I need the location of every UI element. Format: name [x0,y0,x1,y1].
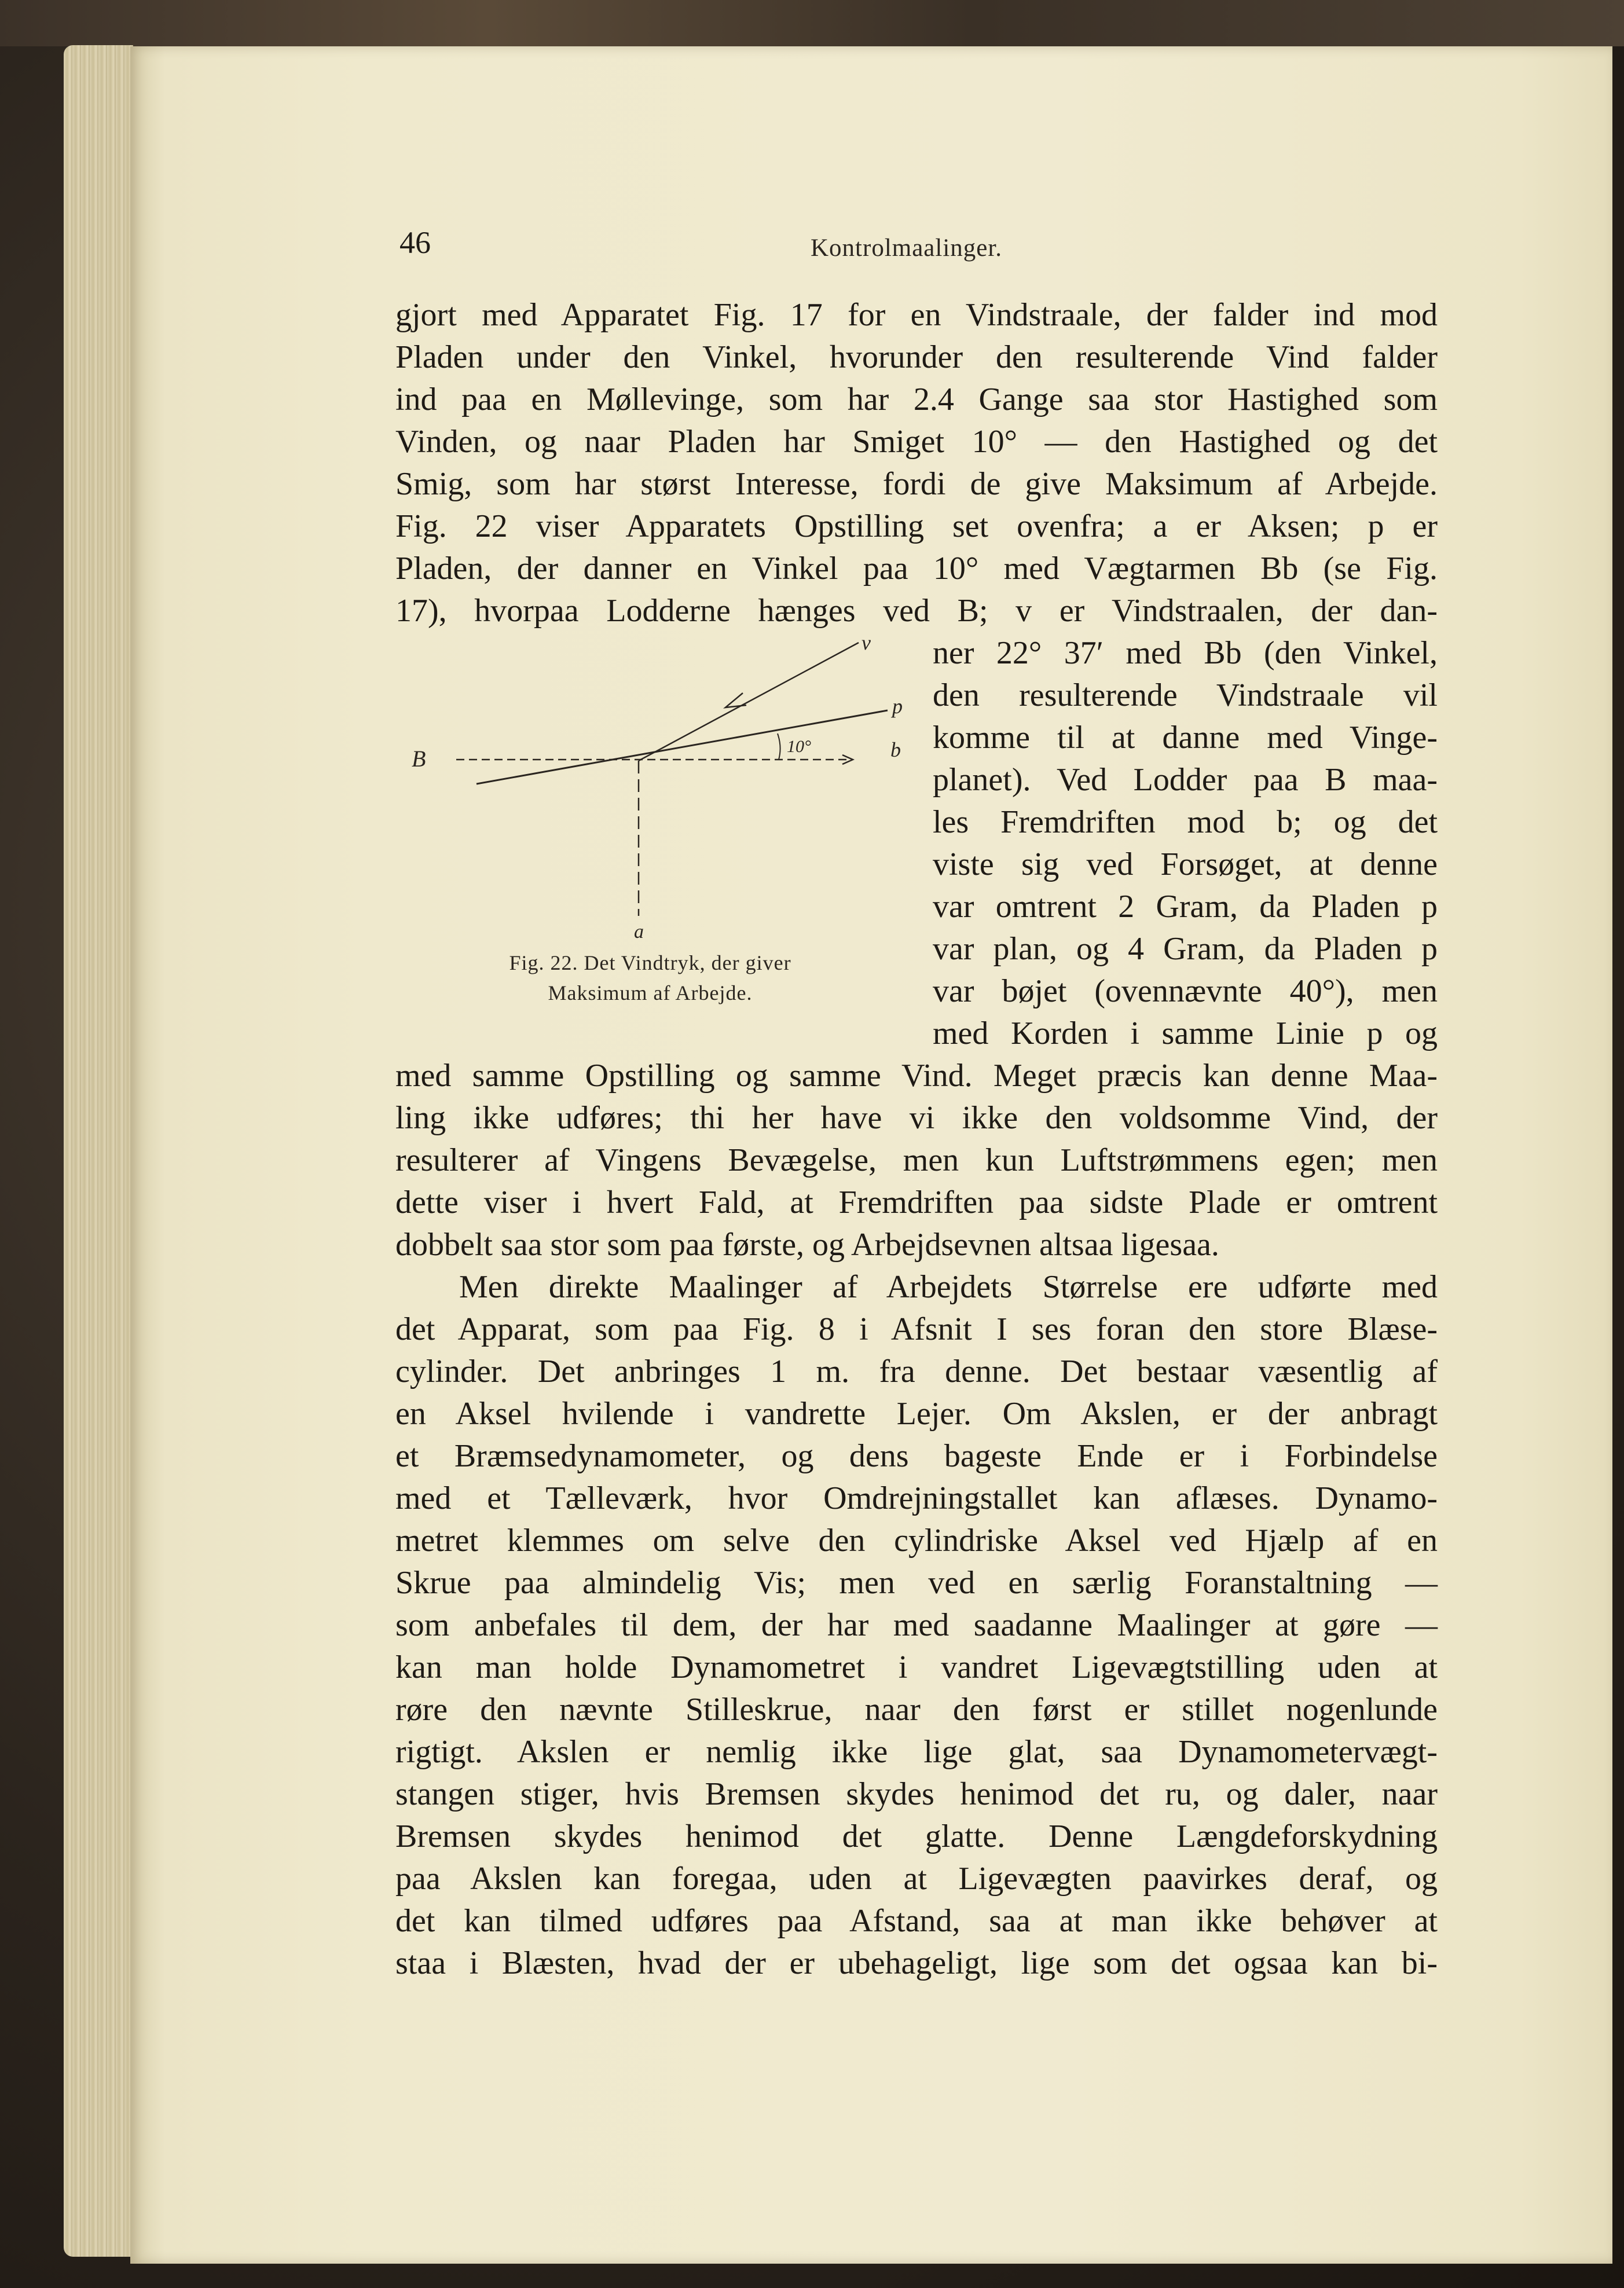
text-line: paa Akslen kan foregaa, uden at Ligevægten paavirkes deraf, og [395,1861,1438,1897]
text-line: komme til at danne med Vinge- [933,720,1438,756]
text-line: planet). Ved Lodder paa B maa- [933,762,1438,798]
paragraph-bottom-2 [395,1266,1438,1985]
label-b: b [890,738,901,761]
text-line: ling ikke udføres; thi her have vi ikke den voldsomme Vind, der [395,1100,1438,1136]
paragraph-bottom-1 [395,1055,1438,1266]
text-line: Fig. 22 viser Apparatets Opstilling set ovenfra; a er Aksen; p er [395,508,1438,544]
figure-22 [395,632,905,1032]
text-line: staa i Blæsten, hvad der er ubehageligt, lige som det ogsaa kan bi- [395,1945,1438,1981]
text-line: rigtigt. Akslen er nemlig ikke lige glat, saa Dynamometervægt- [395,1734,1438,1770]
wind-arrow [725,693,746,707]
text-line: Pladen under den Vinkel, hvorunder den resulterende Vind falder [395,339,1438,375]
text-line: metret klemmes om selve den cylindriske Aksel ved Hjælp af en [395,1523,1438,1559]
text-line: cylinder. Det anbringes 1 m. fra denne. Det bestaar væsentlig af [395,1354,1438,1389]
text-line: var omtrent 2 Gram, da Pladen p [933,889,1438,925]
page-number: 46 [399,225,431,260]
caption-line: Maksimum af Arbejde. [548,981,753,1004]
text-line: gjort med Apparatet Fig. 17 for en Vindstraale, der falder ind mod [395,297,1438,333]
wrapped-text [933,632,1438,1055]
text-line: Bremsen skydes henimod det glatte. Denne Længdeforskydning [395,1818,1438,1854]
figure-diagram [395,632,905,974]
text-line: ind paa en Møllevinge, som har 2.4 Gange saa stor Hastighed som [395,382,1438,417]
text-line: Men direkte Maalinger af Arbejdets Størrelse ere udførte med [459,1269,1438,1305]
page-edges [64,45,133,2257]
text-line: dette viser i hvert Fald, at Fremdriften paa sidste Plade er omtrent [395,1185,1438,1220]
text-line: ner 22° 37′ med Bb (den Vinkel, [933,635,1438,671]
text-line: stangen stiger, hvis Bremsen skydes henimod det ru, og daler, naar [395,1776,1438,1812]
text-line: det kan tilmed udføres paa Afstand, saa at man ikke behøver at [395,1903,1438,1939]
figure-wrap-section [395,632,1438,1055]
angle-arc [778,734,780,760]
text-line: røre den nævnte Stilleskrue, naar den først er stillet nogenlunde [395,1692,1438,1728]
text-line: en Aksel hvilende i vandrette Lejer. Om Akslen, er der anbragt [395,1396,1438,1432]
figure-caption [395,948,905,1008]
text-line: les Fremdriften mod b; og det [933,804,1438,840]
page-header [399,225,1442,265]
text-line: Skrue paa almindelig Vis; men ved en særlig Foranstaltning — [395,1565,1438,1601]
label-B: B [412,746,426,772]
text-line: et Bræmsedynamometer, og dens bageste Ende er i Forbindelse [395,1438,1438,1474]
paragraph-top [395,294,1438,632]
text-line: Smig, som har størst Interesse, fordi de give Maksimum af Arbejde. [395,466,1438,502]
wind-line-v [639,643,859,761]
running-title: Kontrolmaalinger. [811,234,1003,262]
text-line: med Korden i samme Linie p og [933,1015,1438,1051]
text-line: var plan, og 4 Gram, da Pladen p [933,931,1438,967]
cover-top-edge [0,0,1624,46]
text-line: 17), hvorpaa Lodderne hænges ved B; v er Vindstraalen, der dan- [395,593,1438,629]
label-a: a [634,921,644,943]
text-line: med samme Opstilling og samme Vind. Meget præcis kan denne Maa- [395,1058,1438,1094]
text-line: med et Tælleværk, hvor Omdrejningstallet kan aflæses. Dynamo- [395,1480,1438,1516]
text-line: som anbefales til dem, der har med saadanne Maalinger at gøre — [395,1607,1438,1643]
plate-line-p [476,710,888,784]
text-line: var bøjet (ovennævnte 40°), men [933,973,1438,1009]
text-line: viste sig ved Forsøget, at denne [933,846,1438,882]
label-v: v [862,632,871,654]
angle-label: 10° [787,737,811,756]
text-line: resulterer af Vingens Bevægelse, men kun Luftstrømmens egen; men [395,1142,1438,1178]
text-line: Vinden, og naar Pladen har Smiget 10° — den Hastighed og det [395,424,1438,460]
text-line: det Apparat, som paa Fig. 8 i Afsnit I ses foran den store Blæse- [395,1311,1438,1347]
body-text [395,294,1438,1985]
text-line: kan man holde Dynamometret i vandret Ligevægtstilling uden at [395,1649,1438,1685]
text-line: dobbelt saa stor som paa første, og Arbejdsevnen altsaa ligesaa. [395,1227,1219,1263]
caption-line: Fig. 22. Det Vindtryk, der giver [509,951,791,974]
text-line: Pladen, der danner en Vinkel paa 10° med Vægtarmen Bb (se Fig. [395,551,1438,586]
text-line: den resulterende Vindstraale vil [933,677,1438,713]
label-p: p [892,695,903,718]
